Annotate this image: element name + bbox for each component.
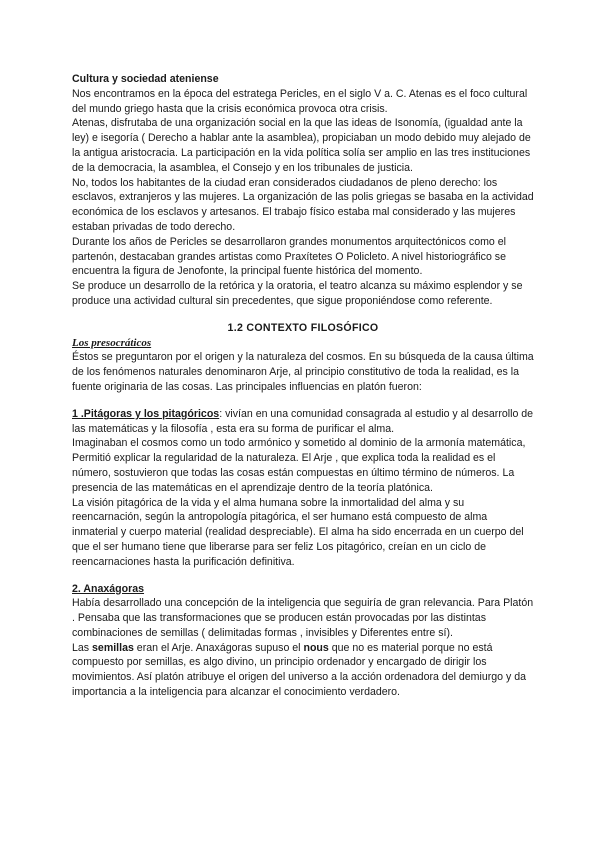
paragraph [72, 641, 534, 700]
text-run: que no es material porque no está compuesto por semillas, es algo divino, un principio ordenador y encargado de dirigir los movimientos. Así platón atribuye el origen del universo a la acción ordenadora del demiurgo y da importancia a la inteligencia para alcanzar el conocimiento verdadero. [72, 641, 527, 699]
paragraph: Atenas, disfrutaba de una organización social en la que las ideas de Isonomía, (igualdad ante la ley) e isegoría ( Derecho a hablar ante la asamblea), propiciaban un modo debido muy alejado de la antigua aristocracia. La participación en la vida política solía ser amplio en las tres instituciones de la democracia, la asamblea, el Consejo y en los tribunales de justicia. [72, 117, 531, 174]
paragraph: Nos encontramos en la época del estratega Pericles, en el siglo V a. C. Atenas es el foco cultural del mundo griego hasta que la crisis económica provoca otra crisis. [72, 87, 528, 115]
text-run: Las [72, 641, 93, 654]
paragraph: Había desarrollado una concepción de la inteligencia que seguiría de gran relevancia. Para Platón . Pensaba que las transformaciones que se producen están provocadas por las distintas combinaciones de semillas ( delimitadas formas , invisibles y Diferentes entre sí). [72, 597, 534, 639]
document-page [72, 72, 534, 700]
section-title-pythagoras: 1 .Pitágoras y los pitagóricos [72, 407, 220, 420]
paragraph: La visión pitagórica de la vida y el alma humana sobre la inmortalidad del alma y su reencarnación, según la antropología pitagórica, el ser humano está compuesto de alma inmaterial y cuerpo material (realidad despreciable). El alma ha sido encerrada en un cuerpo del que el ser humano tiene que liberarse para ser feliz Los pitagórico, creían en un ciclo de reencarnaciones hasta la purificación definitiva. [72, 496, 524, 568]
paragraph: No, todos los habitantes de la ciudad eran considerados ciudadanos de pleno derecho: los esclavos, extranjeros y las mujeres. La organización de las polis griegas se basaba en la actividad económica de los esclavos y artesanos. El trabajo físico estaba mal considerado y las mujeres estaban privadas de todo derecho. [72, 176, 534, 233]
text-run: eran el Arje. Anaxágoras supuso el [133, 641, 304, 654]
paragraph: Imaginaban el cosmos como un todo armónico y sometido al dominio de la armonía matemática, Permitió explicar la regularidad de la naturaleza. El Arje , que explica toda la realidad es el número, sostuvieron que todas las cosas están compuestas en último término de números. La presencia de las matemáticas en el aprendizaje dentro de la teoría platónica. [72, 437, 526, 494]
bold-term: nous [303, 641, 329, 654]
paragraph: Durante los años de Pericles se desarrollaron grandes monumentos arquitectónicos como el partenón, destacaban grandes artistas como Praxítetes O Policleto. A nivel historiográfico se encuentra la figura de Jenofonte, la principal fuente histórica del momento. [72, 235, 506, 278]
spacer [72, 395, 534, 407]
paragraph: Se produce un desarrollo de la retórica y la oratoria, el teatro alcanza su máximo esplendor y se produce una actividad cultural sin precedentes, que sigue proponiéndose como referente. [72, 280, 523, 307]
paragraph: Éstos se preguntaron por el origen y la naturaleza del cosmos. En su búsqueda de la causa última de los fenómenos naturales denominaron Arje, al principio constitutivo de toda la realidad, es la fuente originaria de las cosas. Las principales influencias en platón fueron: [72, 351, 534, 393]
subheading-presocraticos: Los presocráticos [72, 336, 152, 349]
bold-term: semillas [92, 641, 134, 654]
section-title-anaxagoras: 2. Anaxágoras [72, 582, 145, 595]
paragraph [72, 407, 534, 437]
section-title-culture: Cultura y sociedad ateniense [72, 73, 219, 85]
spacer [72, 570, 534, 582]
section-heading-context: 1.2 CONTEXTO FILOSÓFICO [227, 321, 379, 334]
paragraph-lead: : vivían en una comunidad consagrada al estudio y al desarrollo de las matemáticas y la filosofía , esta era su forma de purificar el alma. [72, 407, 534, 435]
